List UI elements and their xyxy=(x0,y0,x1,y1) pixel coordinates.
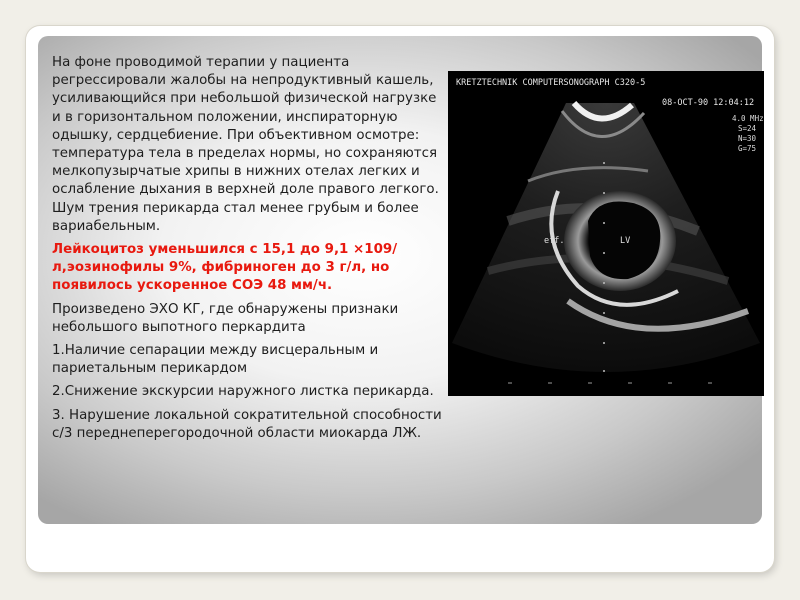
param-s: S=24 xyxy=(738,124,757,133)
param-n: N=30 xyxy=(738,134,757,143)
paragraph-therapy: На фоне проводимой терапии у пациента регрессировали жалобы на непродуктивный кашель, усиливающийся при небольшой физической нагрузке и в горизонтальном положении, инспираторную одышку, сердцебиение. При объективном осмотре: температура тела в пределах нормы, но сохраняются мелкопузырчатые хрипы в нижних отелах легких и ослабление дыхания в верхней доле правого легкого. Шум трения перикарда стал менее грубым и более вариабельным. xyxy=(52,55,439,234)
label-effusion: eff. xyxy=(544,236,565,246)
ultrasound-image xyxy=(448,71,764,396)
finding-1: 1.Наличие сепарации между висцеральным и париетальным перикардом xyxy=(52,343,379,377)
paragraph-lab-results: Лейкоцитоз уменьшился с 15,1 до 9,1 ×109/л,эозинофилы 9%, фибриноген до 3 г/л, но появилось ускоренное СОЭ 48 мм/ч. xyxy=(52,242,398,294)
finding-2: 2.Снижение экскурсии наружного листка перикарда. xyxy=(52,384,434,400)
param-g: G=75 xyxy=(738,144,757,153)
param-frequency: 4.0 MHz xyxy=(732,114,764,123)
paragraph-echo: Произведено ЭХО КГ, где обнаружены признаки небольшого выпотного перкардита xyxy=(52,301,399,335)
label-lv: LV xyxy=(620,236,631,246)
scan-date: 08-OCT-90 12:04:12 xyxy=(662,98,755,108)
slide-text-block xyxy=(52,54,444,448)
ultrasound-scan xyxy=(448,71,764,396)
scanner-header: KRETZTECHNIK COMPUTERSONOGRAPH C320-5 xyxy=(456,78,646,88)
finding-3: 3. Нарушение локальной сократительной способности с/3 переднеперегородочной области миокарда ЛЖ. xyxy=(52,407,442,441)
